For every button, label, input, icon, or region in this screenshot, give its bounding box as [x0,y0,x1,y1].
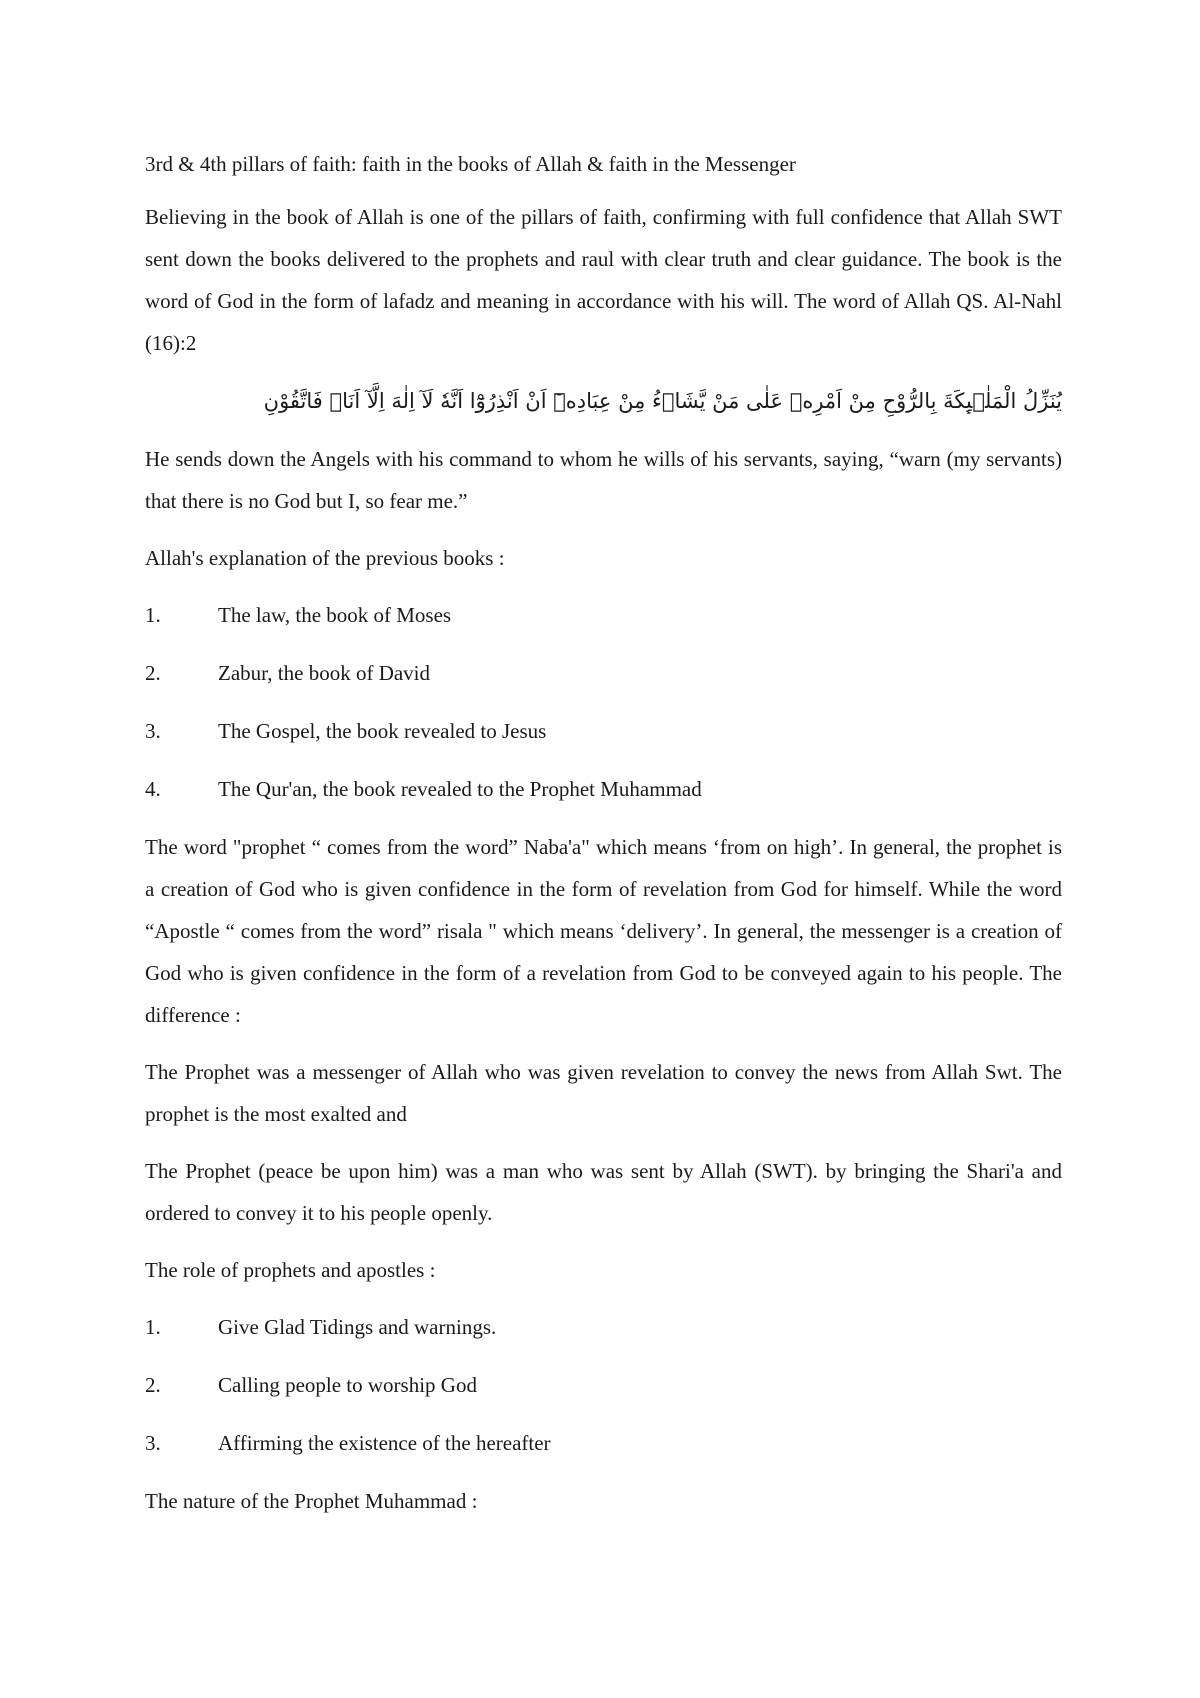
list-text: The Gospel, the book revealed to Jesus [218,719,547,743]
list-item [145,710,1062,752]
list-item [145,652,1062,694]
list-item [145,594,1062,636]
list-number: 1. [145,1315,161,1339]
list-item [145,768,1062,810]
list-number: 4. [145,777,161,801]
roles-intro: The role of prophets and apostles : [145,1258,436,1282]
list-text: The Qur'an, the book revealed to the Prophet Muhammad [218,777,702,801]
list-text: Give Glad Tidings and warnings. [218,1315,497,1339]
roles-list [145,1306,1062,1464]
list-text: Calling people to worship God [218,1373,477,1397]
books-intro: Allah's explanation of the previous books : [145,546,505,570]
list-number: 3. [145,719,161,743]
paragraph-difference-2: The Prophet (peace be upon him) was a man who was sent by Allah (SWT). by bringing the Shari'a and ordered to convey it to his people openly. [145,1159,1062,1225]
nature-heading: The nature of the Prophet Muhammad : [145,1489,478,1513]
list-number: 2. [145,1373,161,1397]
arabic-verse: يُنَزِّلُ الْمَلٰۤىِٕكَةَ بِالرُّوْحِ مِنْ اَمْرِهٖ عَلٰى مَنْ يَّشَاۤءُ مِنْ عِبَادِهٖٓ اَنْ اَنْذِرُوْٓا اَنَّهٗ لَآ اِلٰهَ اِلَّآ اَنَا۠ فَاتَّقُوْنِ [263,389,1062,413]
document-page [145,143,1062,1537]
list-item [145,1422,1062,1464]
document-title: 3rd & 4th pillars of faith: faith in the books of Allah & faith in the Messenger [145,152,796,176]
books-list [145,594,1062,810]
list-text: The law, the book of Moses [218,603,452,627]
list-text: Zabur, the book of David [218,661,431,685]
list-text: Affirming the existence of the hereafter [218,1431,551,1455]
list-item [145,1364,1062,1406]
paragraph-books-belief: Believing in the book of Allah is one of the pillars of faith, confirming with full confidence that Allah SWT sent down the books delivered to the prophets and raul with clear truth and clear guidance. The book is the word of God in the form of lafadz and meaning in accordance with his will. The word of Allah QS. Al-Nahl (16):2 [145,205,1062,355]
paragraph-prophet-definition: The word "prophet “ comes from the word” Naba'a" which means ‘from on high’. In general, the prophet is a creation of God who is given confidence in the form of revelation from God for himself. While the word “Apostle “ comes from the word” risala " which means ‘delivery’. In general, the messenger is a creation of God who is given confidence in the form of a revelation from God to be conveyed again to his people. The difference : [145,835,1062,1027]
verse-translation: He sends down the Angels with his command to whom he wills of his servants, saying, “warn (my servants) that there is no God but I, so fear me.” [145,447,1062,513]
list-number: 3. [145,1431,161,1455]
list-number: 2. [145,661,161,685]
list-item [145,1306,1062,1348]
list-number: 1. [145,603,161,627]
paragraph-difference-1: The Prophet was a messenger of Allah who was given revelation to convey the news from Allah Swt. The prophet is the most exalted and [145,1060,1062,1126]
